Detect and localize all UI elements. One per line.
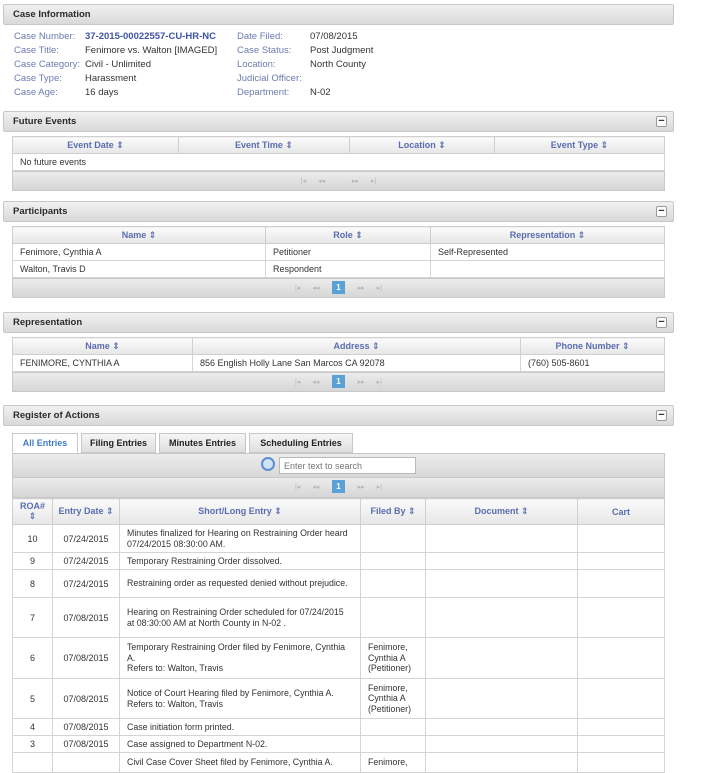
case-age-value: 16 days bbox=[85, 87, 119, 98]
table-row bbox=[13, 753, 665, 773]
register-of-actions-header: Register of Actions − bbox=[3, 405, 674, 426]
participant-name: Walton, Travis D bbox=[13, 261, 266, 278]
collapse-icon[interactable]: − bbox=[656, 317, 667, 328]
prev-page-icon[interactable]: ◂◂ bbox=[312, 484, 320, 491]
column-header-roa[interactable]: ROA# ⇕ bbox=[13, 499, 53, 525]
document-cell bbox=[426, 638, 578, 679]
case-information-body bbox=[3, 25, 674, 103]
register-table bbox=[12, 498, 665, 773]
entry-date: 07/08/2015 bbox=[53, 679, 120, 719]
participant-representation: Self-Represented bbox=[431, 244, 665, 261]
last-page-icon[interactable]: ▸| bbox=[376, 379, 383, 386]
representation-body bbox=[3, 333, 674, 392]
tab-minutes-entries[interactable]: Minutes Entries bbox=[159, 433, 246, 453]
first-page-icon[interactable]: |◂ bbox=[294, 484, 301, 491]
filed-by bbox=[361, 570, 426, 598]
cart-cell bbox=[578, 525, 665, 553]
table-row bbox=[13, 598, 665, 638]
tab-filing-entries[interactable]: Filing Entries bbox=[81, 433, 156, 453]
roa-number: 8 bbox=[13, 570, 53, 598]
column-header-short-long-entry[interactable]: Short/Long Entry ⇕ bbox=[120, 499, 361, 525]
representative-name: FENIMORE, CYNTHIA A bbox=[13, 355, 193, 372]
entry-text: Case initiation form printed. bbox=[120, 719, 361, 736]
cart-cell bbox=[578, 719, 665, 736]
column-header-name[interactable]: Name ⇕ bbox=[13, 338, 193, 355]
document-cell bbox=[426, 525, 578, 553]
table-row bbox=[13, 736, 665, 753]
case-title-label: Case Title: bbox=[14, 45, 59, 56]
entry-date: 07/24/2015 bbox=[53, 525, 120, 553]
search-input[interactable] bbox=[279, 457, 416, 474]
register-body bbox=[12, 454, 665, 773]
column-header-event-date[interactable]: Event Date ⇕ bbox=[13, 137, 179, 154]
next-page-icon[interactable]: ▸▸ bbox=[357, 379, 365, 386]
document-cell bbox=[426, 570, 578, 598]
future-events-body bbox=[3, 132, 674, 191]
filed-by bbox=[361, 525, 426, 553]
search-bar bbox=[12, 454, 665, 478]
page-number-button[interactable]: 1 bbox=[332, 375, 345, 388]
table-row bbox=[13, 570, 665, 598]
cart-cell bbox=[578, 679, 665, 719]
filed-by bbox=[361, 719, 426, 736]
case-status-label: Case Status: bbox=[237, 45, 292, 56]
date-filed-label: Date Filed: bbox=[237, 31, 283, 42]
filed-by bbox=[361, 553, 426, 570]
column-header-phone-number[interactable]: Phone Number ⇕ bbox=[521, 338, 665, 355]
entry-date bbox=[53, 753, 120, 773]
entry-text: Temporary Restraining Order filed by Fenimore, Cynthia A. Refers to: Walton, Travis bbox=[120, 638, 361, 679]
entry-text: Minutes finalized for Hearing on Restraining Order heard 07/24/2015 08:30:00 AM. bbox=[120, 525, 361, 553]
column-header-address[interactable]: Address ⇕ bbox=[193, 338, 521, 355]
tab-all-entries[interactable]: All Entries bbox=[12, 433, 78, 453]
filed-by bbox=[361, 736, 426, 753]
participants-table bbox=[12, 226, 665, 278]
entry-text: Civil Case Cover Sheet filed by Fenimore, Cynthia A. bbox=[120, 753, 361, 773]
participants-body bbox=[3, 222, 674, 298]
cart-cell bbox=[578, 553, 665, 570]
roa-number: 4 bbox=[13, 719, 53, 736]
participants-panel bbox=[3, 201, 674, 298]
last-page-icon[interactable]: ▸| bbox=[370, 178, 377, 185]
roa-number: 3 bbox=[13, 736, 53, 753]
future-events-table bbox=[12, 136, 665, 171]
case-category-label: Case Category: bbox=[14, 59, 81, 70]
participant-role: Respondent bbox=[266, 261, 431, 278]
entry-text: Notice of Court Hearing filed by Fenimore, Cynthia A. Refers to: Walton, Travis bbox=[120, 679, 361, 719]
register-of-actions-panel bbox=[3, 405, 674, 773]
document-cell bbox=[426, 553, 578, 570]
table-row bbox=[13, 719, 665, 736]
roa-number bbox=[13, 753, 53, 773]
case-number-value: 37-2015-00022557-CU-HR-NC bbox=[85, 31, 216, 42]
register-pager bbox=[12, 478, 665, 498]
empty-message: No future events bbox=[13, 154, 665, 171]
entry-text: Hearing on Restraining Order scheduled for 07/24/2015 at 08:30:00 AM at North County in N-02 . bbox=[120, 598, 361, 638]
future-events-pager bbox=[12, 171, 665, 191]
column-header-representation[interactable]: Representation ⇕ bbox=[431, 227, 665, 244]
roa-number: 10 bbox=[13, 525, 53, 553]
roa-number: 7 bbox=[13, 598, 53, 638]
page-number-button[interactable]: 1 bbox=[332, 480, 345, 493]
entry-date: 07/08/2015 bbox=[53, 719, 120, 736]
register-tabs bbox=[12, 430, 665, 454]
column-header-filed-by[interactable]: Filed By ⇕ bbox=[361, 499, 426, 525]
column-header-document[interactable]: Document ⇕ bbox=[426, 499, 578, 525]
entry-date: 07/24/2015 bbox=[53, 553, 120, 570]
participants-pager bbox=[12, 278, 665, 298]
entry-text: Restraining order as requested denied without prejudice. bbox=[120, 570, 361, 598]
representation-header: Representation − bbox=[3, 312, 674, 333]
filed-by bbox=[361, 598, 426, 638]
first-page-icon[interactable]: |◂ bbox=[294, 285, 301, 292]
table-row bbox=[13, 261, 665, 278]
case-type-value: Harassment bbox=[85, 73, 137, 84]
last-page-icon[interactable]: ▸| bbox=[376, 484, 383, 491]
case-information-header: Case Information bbox=[3, 4, 674, 25]
first-page-icon[interactable]: |◂ bbox=[300, 178, 307, 185]
participants-header: Participants − bbox=[3, 201, 674, 222]
cart-cell bbox=[578, 753, 665, 773]
entry-text: Case assigned to Department N-02. bbox=[120, 736, 361, 753]
cart-cell bbox=[578, 570, 665, 598]
filed-by: Fenimore, Cynthia A (Petitioner) bbox=[361, 638, 426, 679]
cart-cell bbox=[578, 598, 665, 638]
first-page-icon[interactable]: |◂ bbox=[294, 379, 301, 386]
document-cell bbox=[426, 736, 578, 753]
table-row bbox=[13, 244, 665, 261]
column-header-cart[interactable]: Cart bbox=[578, 499, 665, 525]
roa-number: 6 bbox=[13, 638, 53, 679]
case-category-value: Civil - Unlimited bbox=[85, 59, 151, 70]
prev-page-icon[interactable]: ◂◂ bbox=[312, 285, 320, 292]
entry-date: 07/08/2015 bbox=[53, 598, 120, 638]
table-row bbox=[13, 553, 665, 570]
entry-date: 07/24/2015 bbox=[53, 570, 120, 598]
roa-number: 5 bbox=[13, 679, 53, 719]
document-cell bbox=[426, 719, 578, 736]
participant-representation bbox=[431, 261, 665, 278]
case-age-label: Case Age: bbox=[14, 87, 58, 98]
table-row bbox=[13, 355, 665, 372]
document-cell bbox=[426, 753, 578, 773]
last-page-icon[interactable]: ▸| bbox=[376, 285, 383, 292]
case-type-label: Case Type: bbox=[14, 73, 62, 84]
representative-phone: (760) 505-8601 bbox=[521, 355, 665, 372]
filed-by: Fenimore, bbox=[361, 753, 426, 773]
case-title-value: Fenimore vs. Walton [IMAGED] bbox=[85, 45, 218, 56]
filed-by: Fenimore, Cynthia A (Petitioner) bbox=[361, 679, 426, 719]
collapse-icon[interactable]: − bbox=[656, 206, 667, 217]
table-row bbox=[13, 525, 665, 553]
entry-date: 07/08/2015 bbox=[53, 638, 120, 679]
participant-role: Petitioner bbox=[266, 244, 431, 261]
next-page-icon[interactable]: ▸▸ bbox=[357, 285, 365, 292]
search-icon bbox=[261, 457, 275, 471]
document-cell bbox=[426, 679, 578, 719]
entry-date: 07/08/2015 bbox=[53, 736, 120, 753]
column-header-role[interactable]: Role ⇕ bbox=[266, 227, 431, 244]
case-information-panel bbox=[3, 4, 674, 103]
representation-table bbox=[12, 337, 665, 372]
column-header-entry-date[interactable]: Entry Date ⇕ bbox=[53, 499, 120, 525]
location-label: Location: bbox=[237, 59, 276, 70]
future-events-header: Future Events − bbox=[3, 111, 674, 132]
department-value: N-02 bbox=[310, 87, 331, 98]
judicial-officer-label: Judicial Officer: bbox=[237, 73, 302, 84]
document-cell bbox=[426, 598, 578, 638]
representation-panel bbox=[3, 312, 674, 392]
participant-name: Fenimore, Cynthia A bbox=[13, 244, 266, 261]
column-header-event-time[interactable]: Event Time ⇕ bbox=[179, 137, 350, 154]
prev-page-icon[interactable]: ◂◂ bbox=[318, 178, 326, 185]
page-number-button[interactable]: 1 bbox=[332, 281, 345, 294]
column-header-event-type[interactable]: Event Type ⇕ bbox=[495, 137, 665, 154]
case-status-value: Post Judgment bbox=[310, 45, 374, 56]
location-value: North County bbox=[310, 59, 366, 70]
cart-cell bbox=[578, 638, 665, 679]
table-row bbox=[13, 638, 665, 679]
representation-pager bbox=[12, 372, 665, 392]
next-page-icon[interactable]: ▸▸ bbox=[351, 178, 359, 185]
representative-address: 856 English Holly Lane San Marcos CA 92078 bbox=[193, 355, 521, 372]
next-page-icon[interactable]: ▸▸ bbox=[357, 484, 365, 491]
future-events-panel bbox=[3, 111, 674, 191]
cart-cell bbox=[578, 736, 665, 753]
column-header-location[interactable]: Location ⇕ bbox=[350, 137, 495, 154]
entry-text: Temporary Restraining Order dissolved. bbox=[120, 553, 361, 570]
date-filed-value: 07/08/2015 bbox=[310, 31, 358, 42]
column-header-name[interactable]: Name ⇕ bbox=[13, 227, 266, 244]
collapse-icon[interactable]: − bbox=[656, 116, 667, 127]
roa-number: 9 bbox=[13, 553, 53, 570]
collapse-icon[interactable]: − bbox=[656, 410, 667, 421]
case-number-label: Case Number: bbox=[14, 31, 76, 42]
tab-scheduling-entries[interactable]: Scheduling Entries bbox=[249, 433, 353, 453]
table-row bbox=[13, 679, 665, 719]
department-label: Department: bbox=[237, 87, 290, 98]
prev-page-icon[interactable]: ◂◂ bbox=[312, 379, 320, 386]
